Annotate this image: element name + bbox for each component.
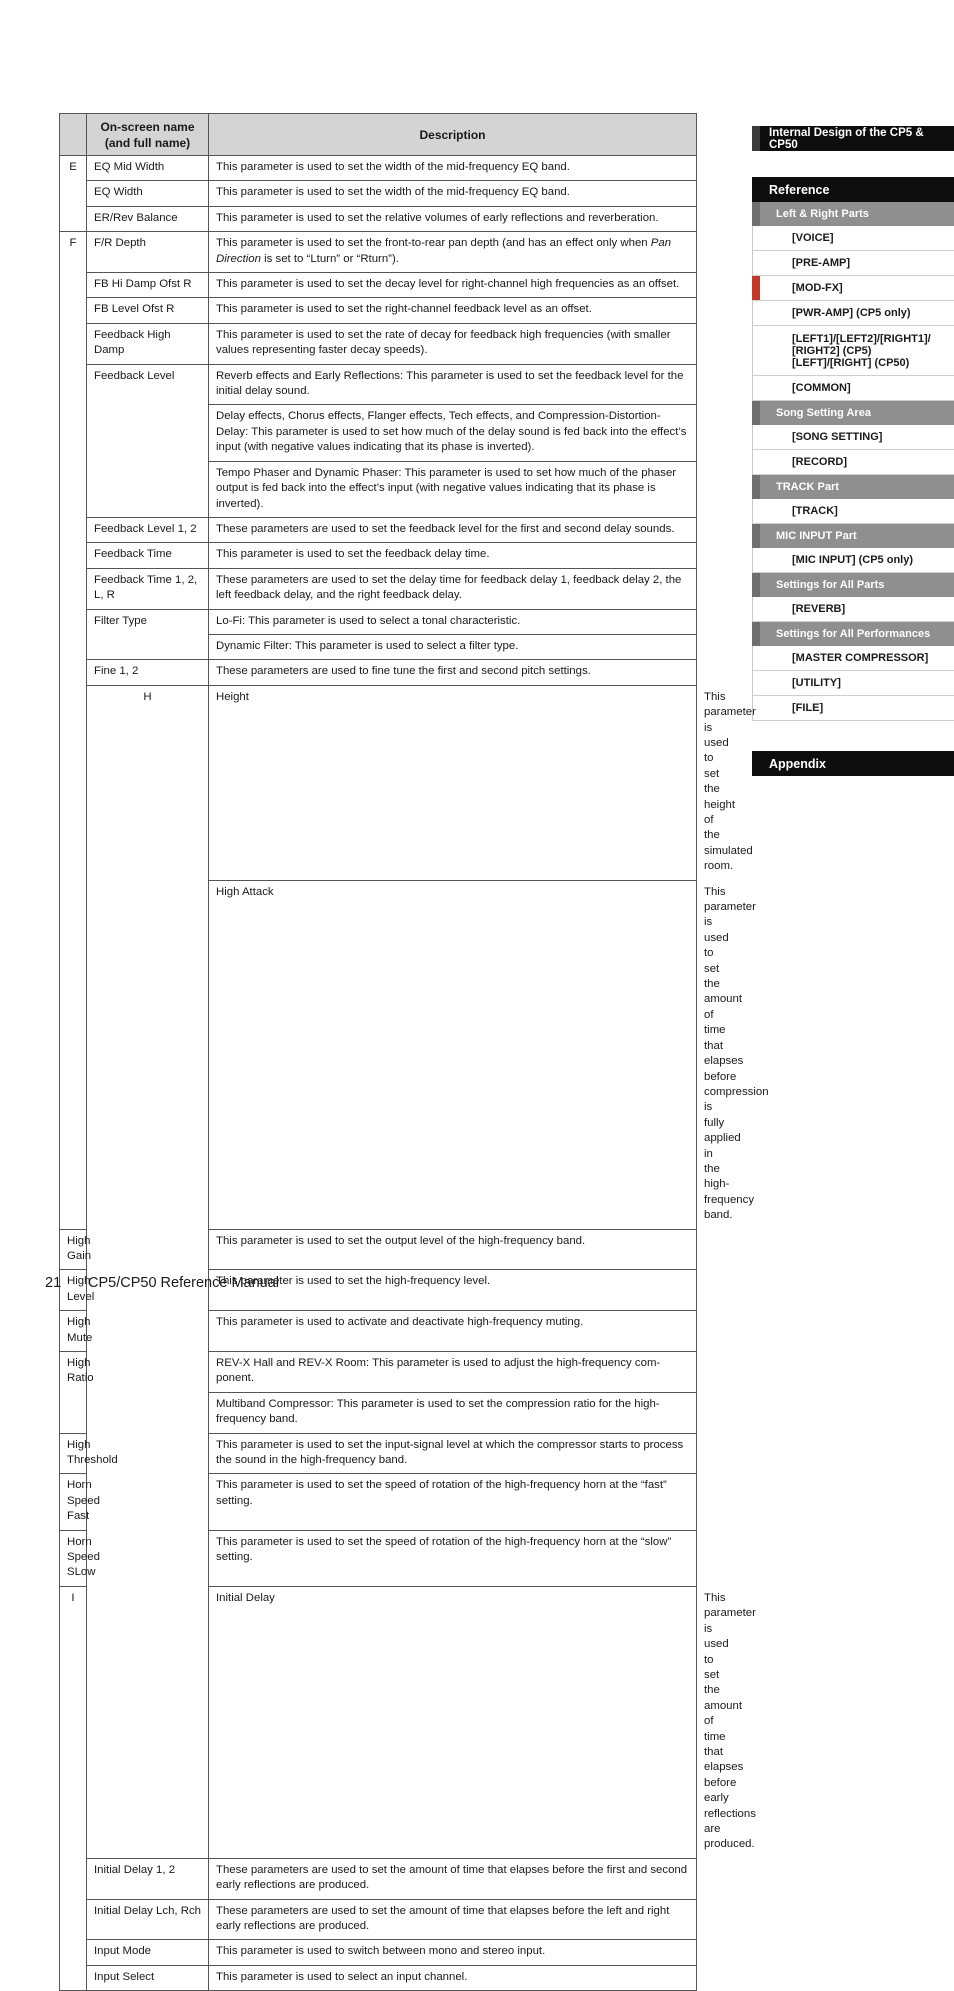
parameter-name: Horn Speed Fast [60, 1474, 87, 1530]
parameter-name: EQ Mid Width [87, 156, 209, 181]
index-letter: H [87, 685, 209, 1858]
parameter-description: REV-X Hall and REV-X Room: This parameter is used to adjust the high-frequency com-ponent. [209, 1352, 697, 1393]
parameter-description: Multiband Compressor: This parameter is used to set the compression ratio for the high-frequency band. [209, 1392, 697, 1433]
header-name: On-screen name (and full name) [87, 114, 209, 156]
nav-label: [REVERB] [792, 603, 846, 615]
table-row [60, 156, 697, 181]
nav-label: [MOD-FX] [792, 282, 843, 294]
header-letter [60, 114, 87, 156]
nav-section-settings-for-all-parts[interactable] [752, 573, 954, 597]
parameter-description: Tempo Phaser and Dynamic Phaser: This parameter is used to set how much of the phaser output is fed back into the effect’s input (with negative values indicating that its phase is inverted). [209, 461, 697, 517]
parameter-name: High Gain [60, 1229, 87, 1270]
nav-label: [RECORD] [792, 456, 847, 468]
nav-internal-design[interactable] [752, 126, 954, 151]
parameter-name: High Ratio [60, 1352, 87, 1434]
index-letter: E [60, 156, 87, 232]
nav-item-left1-left2-right1-right2-cp5-left-right-cp50[interactable] [753, 326, 954, 376]
nav-section-left-right-parts[interactable] [752, 202, 954, 226]
parameter-description: This parameter is used to activate and deactivate high-frequency muting. [209, 1311, 697, 1352]
nav-internal-label: Internal Design of the CP5 & CP50 [769, 126, 924, 151]
parameter-name: Initial Delay Lch, Rch [87, 1899, 209, 1940]
parameter-name: Fine 1, 2 [87, 660, 209, 685]
nav-item-mod-fx[interactable] [753, 276, 954, 301]
nav-label: [PWR-AMP] (CP5 only) [792, 307, 911, 319]
header-description: Description [209, 114, 697, 156]
nav-item-file[interactable] [753, 696, 954, 721]
parameter-name: Input Select [87, 1965, 209, 1990]
parameter-table [59, 113, 769, 1991]
parameter-name: Initial Delay 1, 2 [87, 1858, 209, 1899]
parameter-description: This parameter is used to set the rate of decay for feedback high frequencies (with smaller values representing faster decay speeds). [209, 323, 697, 364]
nav-reference-list [752, 202, 954, 721]
table-header-row [60, 114, 697, 156]
nav-item-record[interactable] [753, 450, 954, 475]
parameter-name: Feedback Level 1, 2 [87, 517, 209, 542]
table-row [60, 1965, 697, 1990]
nav-appendix[interactable] [752, 751, 954, 776]
nav-label: [UTILITY] [792, 677, 841, 689]
index-letter: F [60, 232, 87, 1229]
table-row: H Height This parameter is used to set the height of the simulated room. [60, 685, 697, 880]
table-row: High Attack This parameter is used to set the amount of time that elapses before compression is fully applied in the high-frequency band. [60, 880, 697, 1229]
parameter-description: Reverb effects and Early Reflections: This parameter is used to set the feedback level for the initial delay sound. [209, 364, 697, 405]
table-row [60, 1858, 697, 1899]
table-row [60, 568, 697, 609]
table-row [60, 323, 697, 364]
description-text: This parameter is used to set the front-to-rear pan depth (and has an effect only when [216, 237, 651, 250]
nav-item-reverb[interactable] [753, 597, 954, 622]
parameter-name: High Attack [209, 880, 697, 1229]
nav-item-track[interactable] [753, 499, 954, 524]
parameter-description: These parameters are used to fine tune the first and second pitch settings. [209, 660, 697, 685]
nav-item-pwr-amp-cp5-only[interactable] [753, 301, 954, 326]
parameter-description: This parameter is used to set the high-frequency level. [209, 1270, 697, 1311]
parameter-description [209, 232, 697, 273]
nav-label: [PRE-AMP] [792, 257, 851, 269]
parameter-description: This parameter is used to set the output level of the high-frequency band. [209, 1229, 697, 1270]
table-row [60, 1940, 697, 1965]
parameter-name: High Mute [60, 1311, 87, 1352]
parameter-description: These parameters are used to set the delay time for feedback delay 1, feedback delay 2, the left feedback delay, and the right feedback delay. [209, 568, 697, 609]
table-row: I Initial Delay This parameter is used to set the amount of time that elapses before early reflections are produced. [60, 1586, 697, 1858]
parameter-description: This parameter is used to set the feedback delay time. [209, 543, 697, 568]
nav-label: [MIC INPUT] (CP5 only) [792, 554, 913, 566]
table-row [60, 181, 697, 206]
table-row [60, 1899, 697, 1940]
parameter-name: FB Level Ofst R [87, 298, 209, 323]
parameter-reference: Pan Direction [216, 237, 672, 265]
parameter-description: These parameters are used to set the amount of time that elapses before the left and right early reflections are produced. [209, 1899, 697, 1940]
parameter-name: Feedback Level [87, 364, 209, 517]
nav-section-settings-for-all-performances[interactable] [752, 622, 954, 646]
table-body [60, 156, 769, 1991]
nav-section-track-part[interactable] [752, 475, 954, 499]
nav-item-common[interactable] [753, 376, 954, 401]
table-row [60, 206, 697, 231]
nav-label: [TRACK] [792, 505, 838, 517]
nav-appendix-label: Appendix [769, 756, 826, 771]
table-row [60, 364, 697, 405]
parameter-description: This parameter is used to select an input channel. [209, 1965, 697, 1990]
page-number: 21 [45, 1275, 62, 1291]
table-row [60, 609, 697, 634]
parameter-description: These parameters are used to set the feedback level for the first and second delay sounds. [209, 517, 697, 542]
nav-label: [FILE] [792, 702, 824, 714]
parameter-description: Delay effects, Chorus effects, Flanger effects, Tech effects, and Compression-Distortion-Delay: This parameter is used to set how much of the delay sound is fed back into the effect’s input (with negative values indicating that its phase is inverted). [209, 405, 697, 461]
parameter-description: Lo-Fi: This parameter is used to select a tonal characteristic. [209, 609, 697, 634]
parameter-description: This parameter is used to set the speed of rotation of the high-frequency horn at the “slow” setting. [209, 1530, 697, 1586]
nav-label: MIC INPUT Part [776, 530, 857, 542]
nav-item-mic-input-cp5-only[interactable] [753, 548, 954, 573]
parameter-name: ER/Rev Balance [87, 206, 209, 231]
nav-label: TRACK Part [776, 481, 839, 493]
nav-reference-label: Reference [769, 182, 830, 197]
table-row [60, 517, 697, 542]
parameter-name: Input Mode [87, 1940, 209, 1965]
nav-label: [COMMON] [792, 382, 851, 394]
parameter-name: High Threshold [60, 1433, 87, 1474]
table-row [60, 273, 697, 298]
table-row [60, 232, 697, 273]
parameter-description: This parameter is used to switch between mono and stereo input. [209, 1940, 697, 1965]
nav-section-song-setting-area[interactable] [752, 401, 954, 425]
parameter-name: Feedback High Damp [87, 323, 209, 364]
nav-label: [VOICE] [792, 232, 834, 244]
parameter-description: This parameter is used to set the speed of rotation of the high-frequency horn at the “fast” setting. [209, 1474, 697, 1530]
nav-label: [LEFT1]/[LEFT2]/[RIGHT1]/ [RIGHT2] (CP5) [LEFT]/[RIGHT] (CP50) [792, 333, 931, 369]
nav-item-voice[interactable] [753, 226, 954, 251]
nav-item-master-compressor[interactable] [753, 646, 954, 671]
parameter-name: Feedback Time 1, 2, L, R [87, 568, 209, 609]
nav-reference[interactable] [752, 177, 954, 202]
table-row [60, 660, 697, 685]
parameter-name: EQ Width [87, 181, 209, 206]
parameter-name: F/R Depth [87, 232, 209, 273]
index-letter: I [60, 1586, 87, 1990]
nav-label: [MASTER COMPRESSOR] [792, 652, 929, 664]
nav-item-song-setting[interactable] [753, 425, 954, 450]
nav-item-pre-amp[interactable] [753, 251, 954, 276]
parameter-description: This parameter is used to set the relative volumes of early reflections and reverberation. [209, 206, 697, 231]
parameter-description: This parameter is used to set the right-channel feedback level as an offset. [209, 298, 697, 323]
nav-label: Song Setting Area [776, 407, 871, 419]
parameter-description: These parameters are used to set the amount of time that elapses before the first and second early reflections are produced. [209, 1858, 697, 1899]
parameter-name: Height [209, 685, 697, 880]
parameter-description: This parameter is used to set the input-signal level at which the compressor starts to process the sound in the high-frequency band. [209, 1433, 697, 1474]
description-text: is set to “Lturn” or “Rturn”). [260, 252, 399, 265]
parameter-description: This parameter is used to set the width of the mid-frequency EQ band. [209, 156, 697, 181]
page-footer [45, 1275, 279, 1291]
nav-label: [SONG SETTING] [792, 431, 883, 443]
parameter-name: High Level [60, 1270, 87, 1311]
nav-label: Left & Right Parts [776, 208, 869, 220]
nav-label: Settings for All Parts [776, 579, 885, 591]
table-row [60, 298, 697, 323]
nav-item-utility[interactable] [753, 671, 954, 696]
table-row [60, 543, 697, 568]
parameter-name: FB Hi Damp Ofst R [87, 273, 209, 298]
parameter-name: Initial Delay [209, 1586, 697, 1858]
parameter-name: Horn Speed SLow [60, 1530, 87, 1586]
parameter-description: This parameter is used to set the decay level for right-channel high frequencies as an offset. [209, 273, 697, 298]
nav-section-mic-input-part[interactable] [752, 524, 954, 548]
parameter-description: Dynamic Filter: This parameter is used to select a filter type. [209, 634, 697, 659]
parameter-name: Feedback Time [87, 543, 209, 568]
nav-label: Settings for All Performances [776, 628, 931, 640]
manual-title: CP5/CP50 Reference Manual [88, 1275, 280, 1291]
parameter-description: This parameter is used to set the width of the mid-frequency EQ band. [209, 181, 697, 206]
parameter-name: Filter Type [87, 609, 209, 660]
